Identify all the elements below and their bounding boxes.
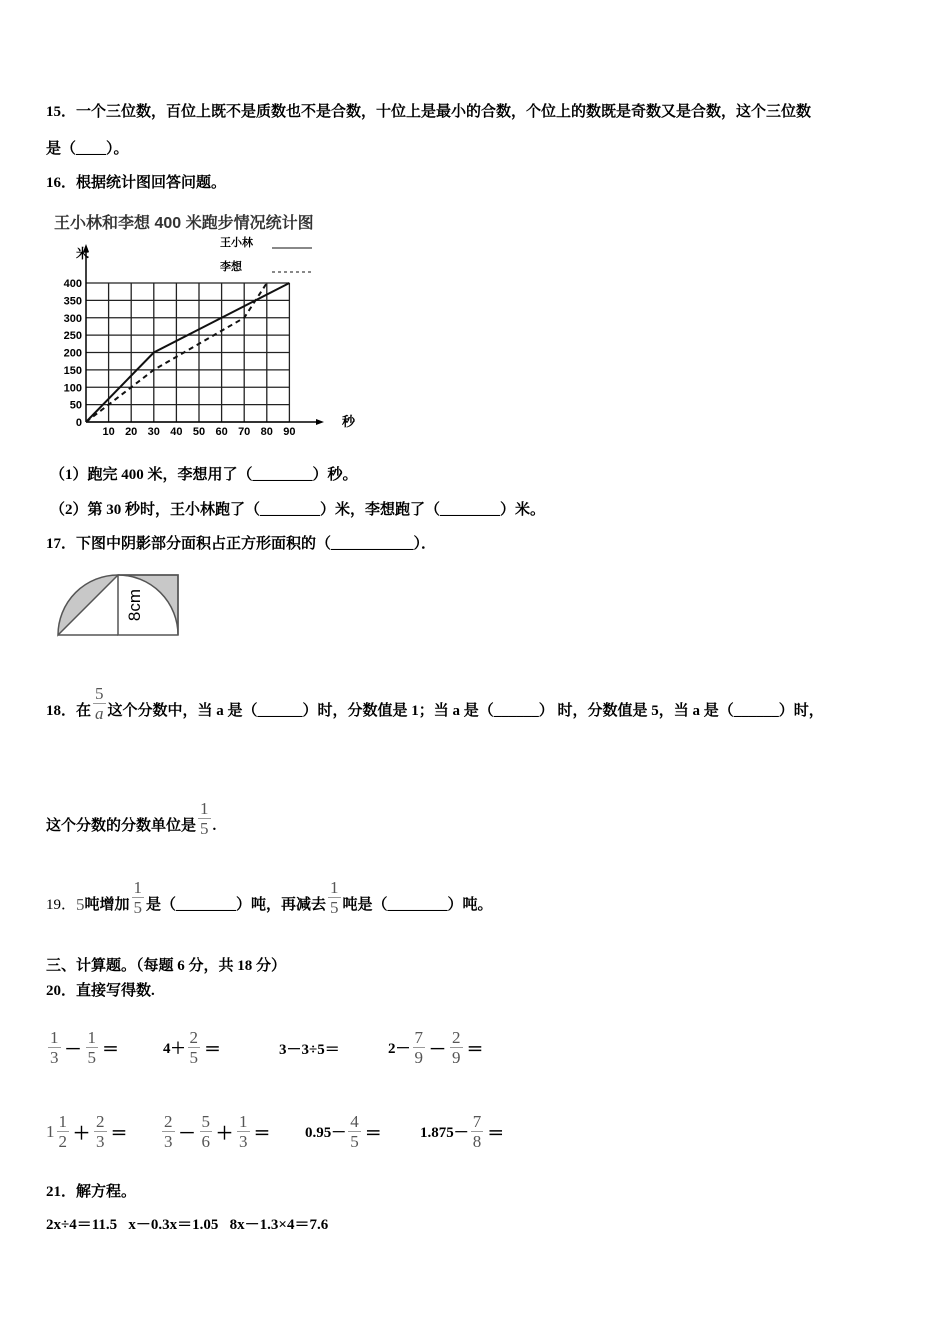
operator: ＝ xyxy=(487,1124,505,1143)
side-length-label: 8cm xyxy=(125,588,144,622)
fraction xyxy=(162,1112,175,1151)
shaded-segment-left xyxy=(58,575,118,635)
denominator: 6 xyxy=(201,1132,210,1151)
x-tick-label: 80 xyxy=(260,426,273,438)
fraction xyxy=(200,1112,213,1151)
operator: ＋ xyxy=(73,1124,90,1143)
expression xyxy=(46,1028,121,1067)
fraction xyxy=(348,1112,361,1151)
numerator: 1 xyxy=(50,1028,59,1047)
numerator: 1 xyxy=(200,798,209,818)
numerator: 7 xyxy=(472,1112,482,1131)
x-tick-label: 50 xyxy=(192,426,206,438)
legend-label: 李想 xyxy=(220,261,242,273)
operator: ＝ xyxy=(253,1124,271,1143)
q18-line2 xyxy=(46,795,216,841)
fraction xyxy=(86,1028,99,1067)
term: 4＋ xyxy=(163,1041,186,1057)
numerator: 5 xyxy=(95,683,104,703)
fraction xyxy=(48,1028,61,1067)
y-tick-label: 150 xyxy=(63,364,82,377)
denominator: 5 xyxy=(350,1132,359,1151)
term: 3－3÷5＝ xyxy=(279,1042,340,1058)
expression xyxy=(163,1028,223,1067)
y-tick-label: 400 xyxy=(63,278,82,290)
denominator: 5 xyxy=(87,1048,96,1067)
x-tick-label: 90 xyxy=(283,426,296,438)
fraction-1-5 xyxy=(198,799,211,838)
denominator: 3 xyxy=(164,1132,173,1151)
fraction xyxy=(450,1028,463,1067)
q20-title: 20．直接写得数. xyxy=(46,983,155,999)
legend-label: 王小林 xyxy=(220,237,253,249)
numerator: 1 xyxy=(58,1112,67,1131)
numerator: 2 xyxy=(96,1112,105,1131)
square-semicircle-figure xyxy=(50,565,190,645)
numerator: 2 xyxy=(452,1028,461,1047)
fraction xyxy=(94,1112,107,1151)
x-tick-label: 30 xyxy=(147,426,160,438)
expression xyxy=(279,1038,340,1059)
numerator: 5 xyxy=(201,1112,210,1131)
operator: ＋ xyxy=(216,1124,233,1143)
running-chart xyxy=(40,200,370,440)
term: 1 xyxy=(46,1121,55,1141)
fraction xyxy=(237,1112,250,1151)
numerator: 2 xyxy=(164,1112,173,1131)
x-tick-label: 70 xyxy=(238,426,251,438)
y-tick-label: 100 xyxy=(63,382,82,395)
fraction-1-5 xyxy=(132,878,145,917)
fraction-1-5 xyxy=(328,878,341,917)
q16-sub1: （1）跑完 400 米，李想用了（________）秒。 xyxy=(50,467,358,483)
expression xyxy=(420,1112,506,1151)
numerator: 4 xyxy=(350,1112,359,1131)
x-tick-label: 40 xyxy=(170,426,183,438)
operator: － xyxy=(429,1040,447,1059)
term: 1.875－ xyxy=(420,1125,469,1141)
q19-line xyxy=(46,874,493,920)
y-tick-label: 0 xyxy=(75,417,82,429)
fraction xyxy=(188,1028,201,1067)
denominator: 5 xyxy=(330,897,339,917)
y-tick-label: 200 xyxy=(63,347,82,360)
denominator: 9 xyxy=(414,1048,424,1067)
section-3-heading: 三、计算题。（每题 6 分，共 18 分） xyxy=(46,958,287,974)
operator: ＝ xyxy=(364,1124,382,1143)
q18-line1 xyxy=(46,683,824,734)
q19-p0: 19． xyxy=(46,897,77,913)
y-tick-label: 300 xyxy=(63,312,82,325)
denominator: 8 xyxy=(472,1132,482,1151)
operator: － xyxy=(64,1040,82,1059)
q18-p1: 18．在 xyxy=(46,703,92,719)
x-axis-label: 秒 xyxy=(342,414,356,429)
q15-line2: 是（____）。 xyxy=(46,141,129,157)
q18-p4: . xyxy=(212,818,217,834)
q16-sub2: （2）第 30 秒时，王小林跑了（________）米，李想跑了（________）米。 xyxy=(50,502,546,518)
q19-p3: 吨是（________）吨。 xyxy=(342,897,493,913)
q18-p3: 这个分数的分数单位是 xyxy=(46,818,197,834)
expression xyxy=(46,1112,130,1151)
term: 2－ xyxy=(388,1041,411,1057)
q19-p2: 是（________）吨，再减去 xyxy=(146,897,327,913)
numerator: 7 xyxy=(414,1028,424,1047)
y-axis-label: 米 xyxy=(76,246,90,261)
q21-equations: 2x÷4＝11.5 x－0.3x＝1.05 8x－1.3×4＝7.6 xyxy=(46,1217,329,1233)
numerator: 1 xyxy=(133,877,143,897)
numerator: 2 xyxy=(189,1028,199,1047)
denominator: 2 xyxy=(58,1132,67,1151)
expression xyxy=(305,1112,384,1151)
fraction-5-over-a xyxy=(93,684,106,723)
x-axis-arrow xyxy=(316,419,324,425)
x-tick-label: 10 xyxy=(102,426,115,438)
chart-title: 王小林和李想 400 米跑步情况统计图 xyxy=(54,215,314,232)
y-tick-label: 350 xyxy=(63,295,82,308)
y-tick-label: 250 xyxy=(63,330,82,343)
numerator: 1 xyxy=(239,1112,248,1131)
q19-p1: 吨增加 xyxy=(84,897,130,913)
denominator: 5 xyxy=(200,818,209,838)
expression xyxy=(160,1112,273,1151)
denominator: a xyxy=(95,703,104,723)
y-tick-label: 50 xyxy=(69,399,82,412)
denominator: 5 xyxy=(133,897,143,917)
q19-num: 5 xyxy=(76,895,85,914)
fraction xyxy=(471,1112,484,1151)
denominator: 9 xyxy=(452,1048,461,1067)
x-tick-label: 20 xyxy=(125,426,138,438)
denominator: 3 xyxy=(50,1048,59,1067)
operator: ＝ xyxy=(102,1040,119,1059)
q18-p2: 这个分数中，当 a 是（______）时，分数值是 1；当 a 是（______） 时，分数值是 5，当 a 是（______）时， xyxy=(107,703,824,719)
expression xyxy=(388,1028,486,1067)
q16-title: 16．根据统计图回答问题。 xyxy=(46,175,227,191)
operator: ＝ xyxy=(110,1124,128,1143)
denominator: 5 xyxy=(189,1048,199,1067)
operator: － xyxy=(178,1124,196,1143)
numerator: 1 xyxy=(330,877,339,897)
fraction xyxy=(57,1112,70,1151)
numerator: 1 xyxy=(87,1028,96,1047)
operator: ＝ xyxy=(204,1040,222,1059)
denominator: 3 xyxy=(96,1132,105,1151)
q17-text: 17．下图中阴影部分面积占正方形面积的（___________）． xyxy=(46,536,437,552)
operator: ＝ xyxy=(466,1040,484,1059)
fraction xyxy=(413,1028,426,1067)
denominator: 3 xyxy=(239,1132,248,1151)
q15-line1: 15．一个三位数，百位上既不是质数也不是合数，十位上是最小的合数，个位上的数既是奇数又是合数，这个三位数 xyxy=(46,104,812,120)
term: 0.95－ xyxy=(305,1125,347,1141)
x-tick-label: 60 xyxy=(215,426,228,438)
q21-title: 21．解方程。 xyxy=(46,1184,137,1200)
